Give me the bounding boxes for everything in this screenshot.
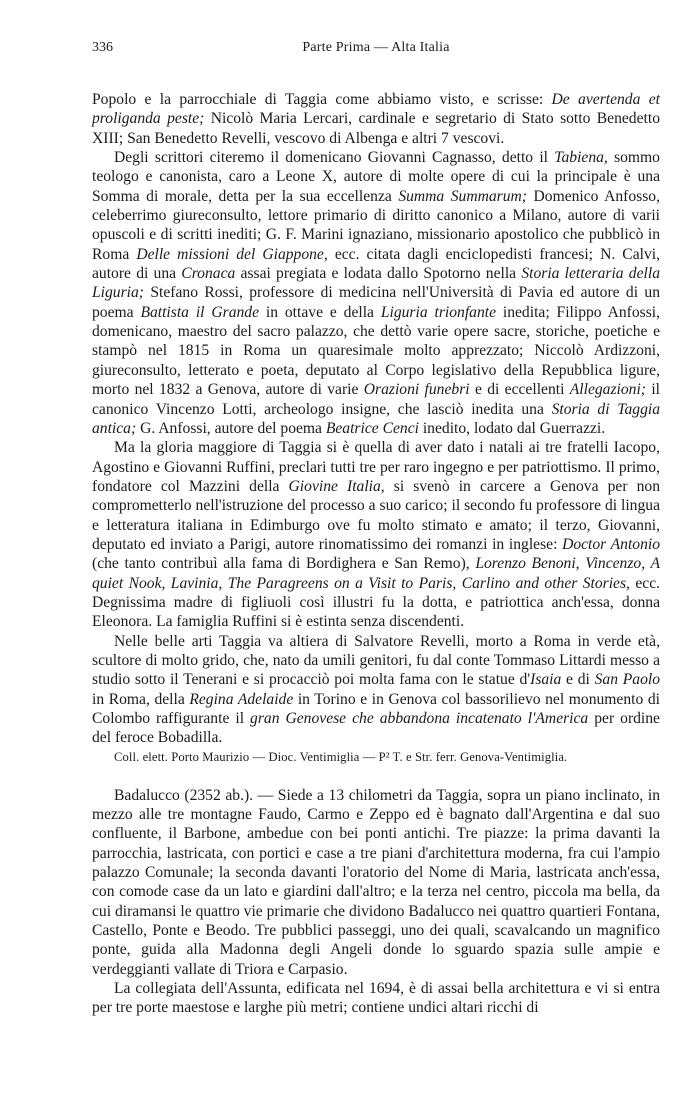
text-run: per ordine del feroce Bobadilla. [92, 710, 660, 747]
paragraph-1 [92, 148, 660, 438]
text-run: La collegiata dell'Assunta, edificata nel 1694, è di assai bella architettura e vi si entra per tre porte maestose e larghe più metri; contiene undici altari ricchi di [92, 980, 660, 1017]
italic-title: Cronaca [181, 265, 236, 283]
text-run: Popolo e la parrocchiale di Taggia come abbiamo visto, e scrisse: [92, 91, 552, 108]
text-run: e di eccellenti [469, 381, 570, 399]
text-run: in ottave e della [259, 303, 381, 321]
italic-title: Delle missioni del Giappone, [136, 245, 328, 263]
italic-title: Summa Summarum; [398, 187, 527, 205]
italic-title: Beatrice Cenci [325, 419, 419, 437]
diocese-footnote: Coll. elett. Porto Maurizio — Dioc. Ventimiglia — P² T. e Str. ferr. Genova-Ventimiglia. [114, 749, 568, 764]
text-run: ecc. Degnissima madre di figliuoli così illustri fu la dotta, e patriottica anch'essa, donna Eleonora. La famiglia Ruffini si è estinta senza discendenti. [92, 574, 661, 631]
text-run: Nelle belle arti Taggia va altiera di Salvatore Revelli, morto a Roma in verde età, scultore di molto grido, che, nato da umili genitori, fu dal conte Tommaso Littardi messo a studio sotto il Tenerani e si procacciò poi molta fama con le statue d' [92, 632, 660, 689]
italic-title: San Paolo [594, 671, 660, 689]
text-run: sommo teologo e canonista, caro a Leone X, autore di molte opere di cui la principale è una Somma di morale, detta per la sua eccellenza [92, 149, 660, 205]
text-run: Nicolò Maria Lercari, cardinale e segretario di Stato sotto Benedetto XIII; San Benedetto Revelli, vescovo di Albenga e altri 7 vescovi. [92, 110, 660, 147]
text-run: G. Anfossi, autore del poema [136, 419, 326, 437]
text-run: assai pregiata e lodata dallo Spotorno nella [235, 265, 522, 283]
italic-title: Doctor Antonio [562, 535, 660, 553]
text-run: Domenico Anfosso, celeberrimo giureconsulto, lettore primario di diritto canonico a Milano, autore di varii opuscoli e di scritti inediti; G. F. Marini ignaziano, missionario apostolico che pubblicò in Roma [92, 187, 661, 263]
paragraph-0 [92, 90, 660, 148]
italic-title: Liguria trionfante [380, 303, 497, 321]
running-header [92, 40, 660, 64]
text-run: inedito, lodato dal Guerrazzi. [418, 419, 606, 437]
text-run: Ma la gloria maggiore di Taggia si è quella di aver dato i natali ai tre fratelli Iacopo, Agostino e Giovanni Ruffini, preclari tutti tre per raro ingegno e per patriottismo. Il primo, fondatore col Mazzini della [92, 439, 660, 495]
italic-title: Storia di Taggia antica; [92, 400, 661, 437]
text-run: ecc. citata dagli enciclopedisti francesi; N. Calvi, autore di una [92, 245, 660, 283]
paragraph-3 [92, 632, 660, 748]
text-run: in Roma, della [92, 690, 190, 708]
text-run: (che tanto contribuì alla fama di Bordighera e San Remo), [92, 555, 476, 573]
text-run: Badalucco (2352 ab.). — Siede a 13 chilometri da Taggia, sopra un piano inclinato, in mezzo alle tre montagne Faudo, Carmo e Zeppo ed è bagnato dall'Argentina e dal suo confluente, il Barbone, ambedue con bei ponti antichi. Tre piazze: la prima davanti la parrocchia, lastricata, con portici e case a tre piani d'architettura moderna, fra cui l'ampio palazzo Comunale; la seconda davanti l'oratorio del Nome di Maria, lastricata anch'essa, con comode case da un lato e giardini dall'altro; e la terza nel centro, piccola ma bella, da cui diramansi le quattro vie primarie che dividono Badalucco nei quattro quartieri Fontana, Castello, Ponte e Beodo. Tre pubblici passeggi, uno dei quali, scavalcando un magnifico ponte, guida alla Madonna degli Angeli donde lo sguardo spazia sulle ampie e verdeggianti vallate di Triora e Carpasio. [92, 786, 660, 978]
italic-title: Orazioni funebri [363, 381, 470, 399]
italic-title: Lorenzo Benoni, Vincenzo, A quiet Nook, Lavinia, The Paragreens on a Visit to Paris, Carlino and other Stories, [92, 555, 661, 592]
text-run: Degli scrittori citeremo il domenicano Giovanni Cagnasso, detto il [114, 149, 555, 167]
italic-title: Giovine Italia, [288, 477, 385, 495]
italic-title: Regina Adelaide [189, 690, 294, 708]
text-run: Stefano Rossi, professore di medicina nell'Università di Pavia ed autore di un poema [92, 284, 660, 321]
text-run: inedita; Filippo Anfossi, domenicano, maestro del sacro palazzo, che dettò varie opere sacre, storiche, poetiche e stampò nel 1815 in Roma un quaresimale molto apprezzato; Niccolò Ardizzoni, giureconsulto, letterato e poeta, deputato al Corpo legislativo della Repubblica ligure, morto nel 1832 a Genova, autore di varie [92, 303, 661, 399]
italic-title: Allegazioni; [569, 381, 646, 399]
text-run: in Torino e in Genova col bassorilievo nel monumento di Colombo raffigurante il [92, 690, 660, 727]
page-number: 336 [92, 40, 113, 55]
running-title: Parte Prima — Alta Italia [302, 40, 450, 55]
paragraph-2 [92, 438, 660, 631]
paragraph-badalucco [92, 786, 660, 979]
text-run: si svenò in carcere a Genova per non comprometterlo nell'istruzione del processo a suo carico; il secondo fu professore di lingua e letteratura italiana in Edimburgo ove fu molto stimato e amato; il terzo, Giovanni, deputato ed inviato a Parigi, autore rinomatissimo dei romanzi in inglese: [92, 477, 660, 553]
text-run: il canonico Vincenzo Lotti, archeologo insigne, che lasciò inedita una [92, 381, 660, 418]
paragraph-collegiata [92, 979, 660, 1018]
italic-title: gran Genovese che abbandona incatenato l'America [250, 710, 589, 727]
italic-title: Battista il Grande [140, 303, 260, 321]
italic-title: De avertenda et proliganda peste; [92, 91, 660, 128]
italic-title: Isaia [530, 671, 562, 689]
italic-title: Storia letteraria della Liguria; [92, 265, 660, 302]
italic-title: Tabiena, [554, 149, 608, 167]
body-text [92, 90, 660, 1018]
text-run: e di [561, 671, 595, 689]
